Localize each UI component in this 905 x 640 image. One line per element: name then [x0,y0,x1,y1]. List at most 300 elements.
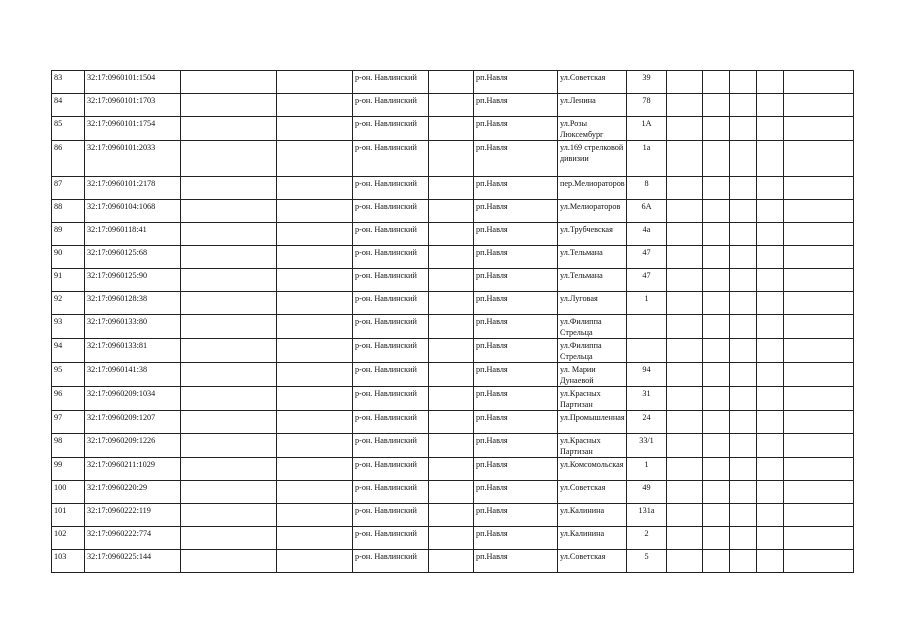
empty-cell [784,458,854,481]
empty-cell [277,504,353,527]
empty-cell [181,527,277,550]
settlement-cell: рп.Навля [474,292,558,315]
street-cell: ул.Тельмана [558,246,627,269]
empty-cell [757,177,784,200]
row-number-cell: 90 [52,246,85,269]
empty-cell [181,458,277,481]
row-number-cell: 95 [52,363,85,387]
empty-cell [429,223,474,246]
register-table [51,70,854,573]
house-number-cell: 33/1 [627,434,667,458]
empty-cell [784,117,854,141]
house-number-cell [627,339,667,363]
empty-cell [667,117,703,141]
empty-cell [277,527,353,550]
empty-cell [784,177,854,200]
settlement-cell: рп.Навля [474,504,558,527]
district-cell: р-он. Навлинский [353,363,429,387]
settlement-cell: рп.Навля [474,71,558,94]
table-row [52,94,854,117]
table-row [52,434,854,458]
row-number-cell: 101 [52,504,85,527]
settlement-cell: рп.Навля [474,411,558,434]
district-cell: р-он. Навлинский [353,458,429,481]
empty-cell [181,315,277,339]
empty-cell [730,269,757,292]
house-number-cell: 131а [627,504,667,527]
empty-cell [667,141,703,177]
district-cell: р-он. Навлинский [353,339,429,363]
cadastral-number-cell: 32:17:0960225:144 [85,550,181,573]
row-number-cell: 100 [52,481,85,504]
settlement-cell: рп.Навля [474,339,558,363]
district-cell: р-он. Навлинский [353,94,429,117]
empty-cell [730,315,757,339]
empty-cell [429,292,474,315]
empty-cell [667,458,703,481]
empty-cell [757,117,784,141]
cadastral-number-cell: 32:17:0960141:38 [85,363,181,387]
empty-cell [429,200,474,223]
street-cell: ул.Розы Люксембург [558,117,627,141]
district-cell: р-он. Навлинский [353,387,429,411]
empty-cell [784,71,854,94]
empty-cell [429,269,474,292]
empty-cell [429,246,474,269]
empty-cell [730,94,757,117]
empty-cell [277,223,353,246]
empty-cell [667,387,703,411]
empty-cell [703,387,730,411]
cadastral-number-cell: 32:17:0960222:774 [85,527,181,550]
row-number-cell: 91 [52,269,85,292]
empty-cell [667,246,703,269]
empty-cell [703,315,730,339]
table-row [52,315,854,339]
house-number-cell: 4а [627,223,667,246]
empty-cell [730,177,757,200]
empty-cell [730,71,757,94]
empty-cell [277,94,353,117]
cadastral-number-cell: 32:17:0960133:80 [85,315,181,339]
settlement-cell: рп.Навля [474,246,558,269]
empty-cell [757,504,784,527]
street-cell: ул.Промышленная [558,411,627,434]
empty-cell [277,200,353,223]
empty-cell [181,246,277,269]
street-cell: ул.Советская [558,550,627,573]
empty-cell [429,94,474,117]
empty-cell [703,94,730,117]
empty-cell [181,363,277,387]
empty-cell [703,71,730,94]
table-row [52,339,854,363]
empty-cell [429,481,474,504]
settlement-cell: рп.Навля [474,434,558,458]
empty-cell [757,141,784,177]
street-cell: ул. Марии Дунаевой [558,363,627,387]
district-cell: р-он. Навлинский [353,177,429,200]
house-number-cell: 2 [627,527,667,550]
district-cell: р-он. Навлинский [353,117,429,141]
empty-cell [429,71,474,94]
row-number-cell: 88 [52,200,85,223]
empty-cell [757,246,784,269]
empty-cell [703,363,730,387]
empty-cell [667,223,703,246]
row-number-cell: 83 [52,71,85,94]
table-row [52,458,854,481]
empty-cell [703,434,730,458]
cadastral-number-cell: 32:17:0960118:41 [85,223,181,246]
empty-cell [757,363,784,387]
house-number-cell: 1 [627,292,667,315]
empty-cell [429,387,474,411]
row-number-cell: 102 [52,527,85,550]
row-number-cell: 86 [52,141,85,177]
row-number-cell: 84 [52,94,85,117]
street-cell: ул.Трубчевская [558,223,627,246]
empty-cell [757,387,784,411]
cadastral-number-cell: 32:17:0960101:2033 [85,141,181,177]
empty-cell [784,387,854,411]
empty-cell [277,269,353,292]
settlement-cell: рп.Навля [474,527,558,550]
empty-cell [429,363,474,387]
street-cell: ул.Калинина [558,504,627,527]
settlement-cell: рп.Навля [474,550,558,573]
house-number-cell: 47 [627,246,667,269]
empty-cell [784,246,854,269]
table-row [52,387,854,411]
empty-cell [703,458,730,481]
empty-cell [429,458,474,481]
empty-cell [667,71,703,94]
row-number-cell: 94 [52,339,85,363]
empty-cell [429,141,474,177]
empty-cell [181,411,277,434]
district-cell: р-он. Навлинский [353,269,429,292]
cadastral-number-cell: 32:17:0960125:68 [85,246,181,269]
empty-cell [703,504,730,527]
empty-cell [757,94,784,117]
empty-cell [429,411,474,434]
empty-cell [730,363,757,387]
district-cell: р-он. Навлинский [353,434,429,458]
settlement-cell: рп.Навля [474,458,558,481]
empty-cell [703,411,730,434]
empty-cell [730,141,757,177]
table-row [52,200,854,223]
empty-cell [730,550,757,573]
empty-cell [277,246,353,269]
house-number-cell: 8 [627,177,667,200]
street-cell: ул.Луговая [558,292,627,315]
empty-cell [757,315,784,339]
row-number-cell: 89 [52,223,85,246]
empty-cell [784,339,854,363]
cadastral-number-cell: 32:17:0960101:1703 [85,94,181,117]
district-cell: р-он. Навлинский [353,411,429,434]
empty-cell [277,141,353,177]
district-cell: р-он. Навлинский [353,504,429,527]
empty-cell [703,117,730,141]
row-number-cell: 98 [52,434,85,458]
empty-cell [784,363,854,387]
empty-cell [277,550,353,573]
table-row [52,527,854,550]
empty-cell [181,434,277,458]
settlement-cell: рп.Навля [474,387,558,411]
table-row [52,411,854,434]
empty-cell [703,200,730,223]
empty-cell [429,177,474,200]
empty-cell [181,94,277,117]
cadastral-number-cell: 32:17:0960211:1029 [85,458,181,481]
empty-cell [429,315,474,339]
empty-cell [703,269,730,292]
empty-cell [757,223,784,246]
empty-cell [181,339,277,363]
empty-cell [730,117,757,141]
empty-cell [784,141,854,177]
empty-cell [757,550,784,573]
cadastral-number-cell: 32:17:0960101:2178 [85,177,181,200]
house-number-cell: 5 [627,550,667,573]
settlement-cell: рп.Навля [474,200,558,223]
empty-cell [429,117,474,141]
house-number-cell: 94 [627,363,667,387]
empty-cell [277,458,353,481]
settlement-cell: рп.Навля [474,481,558,504]
empty-cell [703,527,730,550]
empty-cell [730,458,757,481]
empty-cell [730,200,757,223]
empty-cell [730,504,757,527]
empty-cell [703,292,730,315]
empty-cell [757,339,784,363]
empty-cell [784,434,854,458]
empty-cell [667,504,703,527]
empty-cell [277,481,353,504]
street-cell: ул.Красных Партизан [558,434,627,458]
empty-cell [703,550,730,573]
street-cell: ул.Красных Партизан [558,387,627,411]
table-row [52,117,854,141]
empty-cell [181,504,277,527]
empty-cell [181,292,277,315]
empty-cell [784,223,854,246]
house-number-cell: 1 [627,458,667,481]
street-cell: ул.Филиппа Стрельца [558,315,627,339]
cadastral-number-cell: 32:17:0960220:29 [85,481,181,504]
empty-cell [784,269,854,292]
row-number-cell: 92 [52,292,85,315]
settlement-cell: рп.Навля [474,141,558,177]
row-number-cell: 85 [52,117,85,141]
empty-cell [784,94,854,117]
street-cell: ул.Мелиораторов [558,200,627,223]
table-row [52,363,854,387]
district-cell: р-он. Навлинский [353,550,429,573]
cadastral-number-cell: 32:17:0960222:119 [85,504,181,527]
district-cell: р-он. Навлинский [353,141,429,177]
empty-cell [277,117,353,141]
empty-cell [757,434,784,458]
empty-cell [703,246,730,269]
empty-cell [181,481,277,504]
district-cell: р-он. Навлинский [353,315,429,339]
house-number-cell: 1А [627,117,667,141]
empty-cell [667,292,703,315]
district-cell: р-он. Навлинский [353,200,429,223]
empty-cell [181,269,277,292]
empty-cell [429,504,474,527]
register-table-body [52,71,854,573]
empty-cell [730,246,757,269]
street-cell: пер.Мелиораторов [558,177,627,200]
empty-cell [277,292,353,315]
empty-cell [703,481,730,504]
district-cell: р-он. Навлинский [353,223,429,246]
street-cell: ул.169 стрелковой дивизии [558,141,627,177]
row-number-cell: 87 [52,177,85,200]
empty-cell [667,363,703,387]
cadastral-number-cell: 32:17:0960104:1068 [85,200,181,223]
table-row [52,177,854,200]
empty-cell [667,527,703,550]
empty-cell [667,177,703,200]
empty-cell [277,339,353,363]
empty-cell [757,411,784,434]
empty-cell [277,434,353,458]
empty-cell [667,411,703,434]
empty-cell [703,141,730,177]
empty-cell [703,223,730,246]
settlement-cell: рп.Навля [474,177,558,200]
empty-cell [730,223,757,246]
row-number-cell: 97 [52,411,85,434]
empty-cell [784,504,854,527]
empty-cell [784,550,854,573]
empty-cell [757,292,784,315]
cadastral-number-cell: 32:17:0960101:1754 [85,117,181,141]
table-row [52,141,854,177]
house-number-cell: 47 [627,269,667,292]
settlement-cell: рп.Навля [474,269,558,292]
empty-cell [667,94,703,117]
cadastral-number-cell: 32:17:0960209:1207 [85,411,181,434]
empty-cell [757,71,784,94]
empty-cell [667,269,703,292]
street-cell: ул.Ленина [558,94,627,117]
cadastral-number-cell: 32:17:0960209:1226 [85,434,181,458]
district-cell: р-он. Навлинский [353,481,429,504]
district-cell: р-он. Навлинский [353,246,429,269]
empty-cell [784,315,854,339]
empty-cell [277,177,353,200]
empty-cell [757,527,784,550]
street-cell: ул.Калинина [558,527,627,550]
empty-cell [757,269,784,292]
empty-cell [277,411,353,434]
house-number-cell: 39 [627,71,667,94]
settlement-cell: рп.Навля [474,315,558,339]
empty-cell [757,200,784,223]
empty-cell [429,527,474,550]
house-number-cell: 6А [627,200,667,223]
empty-cell [784,292,854,315]
row-number-cell: 96 [52,387,85,411]
empty-cell [730,339,757,363]
empty-cell [730,527,757,550]
table-row [52,504,854,527]
table-row [52,71,854,94]
district-cell: р-он. Навлинский [353,71,429,94]
empty-cell [667,339,703,363]
settlement-cell: рп.Навля [474,363,558,387]
empty-cell [667,481,703,504]
settlement-cell: рп.Навля [474,94,558,117]
house-number-cell [627,315,667,339]
empty-cell [429,550,474,573]
empty-cell [784,411,854,434]
house-number-cell: 49 [627,481,667,504]
house-number-cell: 78 [627,94,667,117]
district-cell: р-он. Навлинский [353,292,429,315]
empty-cell [730,411,757,434]
table-row [52,481,854,504]
district-cell: р-он. Навлинский [353,527,429,550]
row-number-cell: 93 [52,315,85,339]
empty-cell [277,387,353,411]
empty-cell [181,177,277,200]
empty-cell [277,315,353,339]
table-row [52,550,854,573]
empty-cell [667,550,703,573]
empty-cell [757,458,784,481]
empty-cell [667,434,703,458]
street-cell: ул.Тельмана [558,269,627,292]
house-number-cell: 24 [627,411,667,434]
cadastral-number-cell: 32:17:0960128:38 [85,292,181,315]
empty-cell [703,339,730,363]
empty-cell [181,550,277,573]
empty-cell [703,177,730,200]
empty-cell [429,434,474,458]
empty-cell [730,387,757,411]
row-number-cell: 103 [52,550,85,573]
table-row [52,292,854,315]
street-cell: ул.Филиппа Стрельца [558,339,627,363]
settlement-cell: рп.Навля [474,117,558,141]
house-number-cell: 1а [627,141,667,177]
empty-cell [181,71,277,94]
cadastral-number-cell: 32:17:0960101:1504 [85,71,181,94]
empty-cell [784,481,854,504]
house-number-cell: 31 [627,387,667,411]
empty-cell [667,315,703,339]
cadastral-number-cell: 32:17:0960133:81 [85,339,181,363]
street-cell: ул.Советская [558,71,627,94]
empty-cell [429,339,474,363]
empty-cell [181,117,277,141]
empty-cell [181,223,277,246]
street-cell: ул.Советская [558,481,627,504]
row-number-cell: 99 [52,458,85,481]
empty-cell [181,141,277,177]
empty-cell [277,71,353,94]
